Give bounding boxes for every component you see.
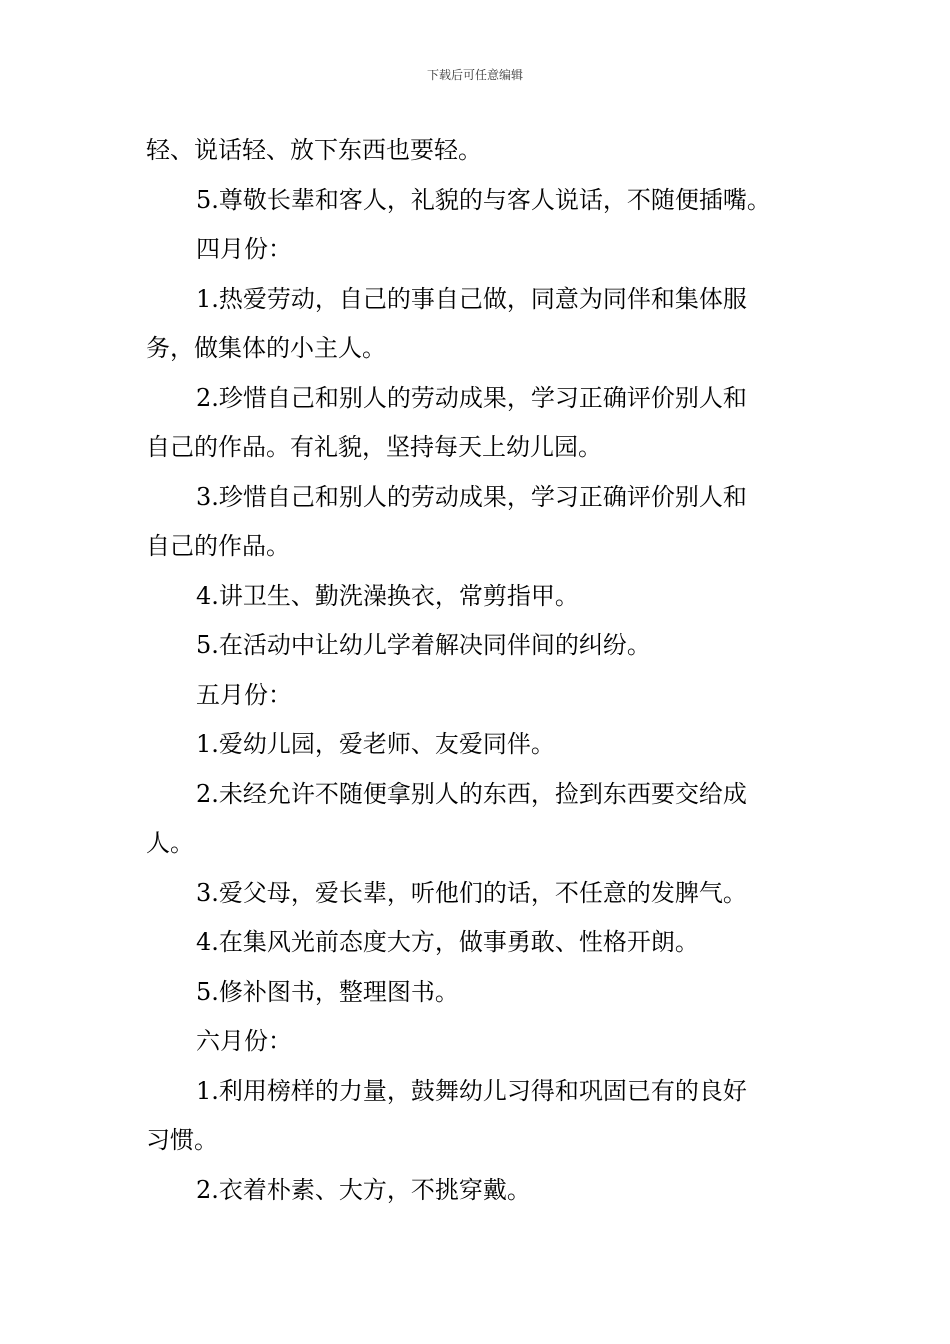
text-line: 3.珍惜自己和别人的劳动成果，学习正确评价别人和 bbox=[196, 482, 747, 511]
text-line: 六月份： bbox=[196, 1027, 292, 1055]
text-line: 轻、说话轻、放下东西也要轻。 bbox=[146, 136, 482, 164]
text-line: 1.利用榜样的力量，鼓舞幼儿习得和巩固已有的良好 bbox=[196, 1076, 747, 1105]
text-line: 人。 bbox=[146, 829, 194, 857]
text-line: 2.未经允许不随便拿别人的东西，捡到东西要交给成 bbox=[196, 779, 747, 808]
page-header: 下载后可任意编辑 bbox=[426, 68, 523, 82]
text-line: 2.珍惜自己和别人的劳动成果，学习正确评价别人和 bbox=[196, 383, 747, 412]
text-line: 四月份： bbox=[196, 235, 292, 263]
text-line: 自己的作品。 bbox=[146, 532, 290, 560]
text-line: 自己的作品。有礼貌，坚持每天上幼儿园。 bbox=[146, 433, 602, 461]
text-line: 5.在活动中让幼儿学着解决同伴间的纠纷。 bbox=[196, 631, 651, 659]
text-line: 五月份： bbox=[196, 680, 292, 709]
text-line: 1.爱幼儿园，爱老师、友爱同伴。 bbox=[196, 730, 555, 758]
text-line: 5.尊敬长辈和客人，礼貌的与客人说话，不随便插嘴。 bbox=[196, 185, 771, 214]
text-line: 习惯。 bbox=[146, 1126, 218, 1154]
document-body bbox=[146, 126, 810, 1215]
text-line: 4.讲卫生、勤洗澡换衣，常剪指甲。 bbox=[196, 581, 579, 610]
text-line: 4.在集风光前态度大方，做事勇敢、性格开朗。 bbox=[196, 928, 699, 956]
text-line: 1.热爱劳动，自己的事自己做，同意为同伴和集体服 bbox=[196, 284, 747, 313]
text-line: 2.衣着朴素、大方，不挑穿戴。 bbox=[196, 1175, 531, 1204]
text-line: 3.爱父母，爱长辈，听他们的话，不任意的发脾气。 bbox=[196, 878, 747, 907]
text-line: 务，做集体的小主人。 bbox=[146, 334, 386, 362]
text-line: 5.修补图书，整理图书。 bbox=[196, 977, 459, 1006]
